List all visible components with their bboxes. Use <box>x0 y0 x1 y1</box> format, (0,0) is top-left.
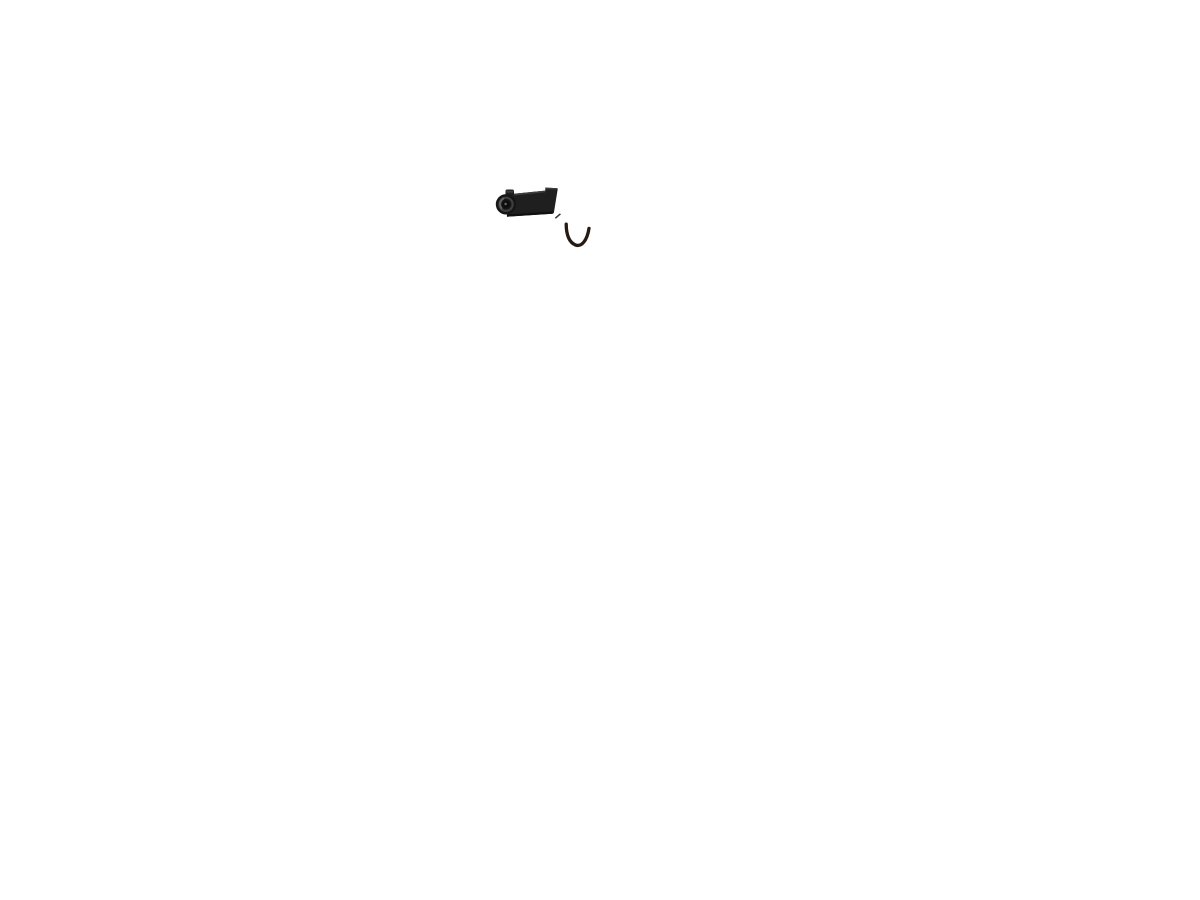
hose-fragment <box>566 224 589 245</box>
screw-fragment <box>555 213 561 218</box>
end-cap-center-dot <box>504 203 506 205</box>
